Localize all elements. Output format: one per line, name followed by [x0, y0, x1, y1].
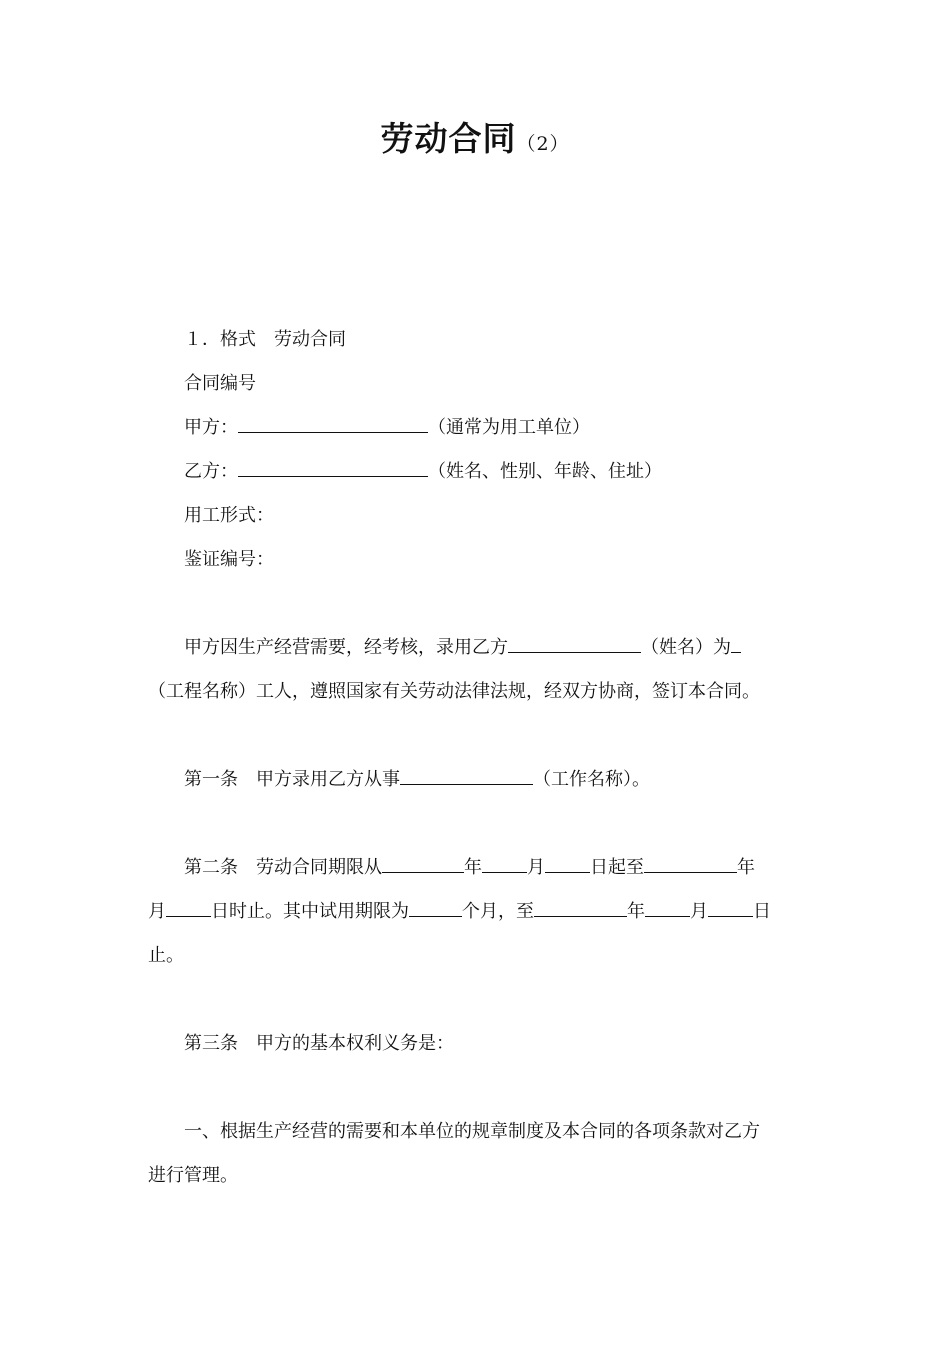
project-blank[interactable] [731, 635, 741, 653]
employment-form-label: 用工形式： [184, 505, 274, 526]
article-3-heading: 第三条 甲方的基本权利义务是： [184, 1033, 454, 1054]
article-2-month-label: 月 [527, 857, 545, 878]
preamble-text-1: 甲方因生产经营需要，经考核，录用乙方 [184, 637, 508, 658]
party-b-note: （姓名、性别、年龄、住址） [428, 461, 662, 482]
article-2-line-1 [148, 846, 844, 890]
article-1-text: 第一条 甲方录用乙方从事 [184, 769, 400, 790]
article-2-probation-year-label: 年 [627, 901, 645, 922]
preamble-text-2: （姓名）为 [641, 637, 731, 658]
end-year-blank[interactable] [644, 855, 737, 873]
party-b-line [148, 450, 844, 494]
party-a-label: 甲方： [184, 417, 238, 438]
contract-number-label: 合同编号 [184, 373, 256, 394]
start-day-blank[interactable] [545, 855, 590, 873]
verification-number-label: 鉴证编号： [184, 549, 274, 570]
preamble-line-2: （工程名称）工人，遵照国家有关劳动法律法规，经双方协商，签订本合同。 [148, 681, 760, 702]
probation-year-blank[interactable] [534, 899, 627, 917]
party-a-note: （通常为用工单位） [428, 417, 590, 438]
party-a-blank[interactable] [238, 415, 428, 433]
party-b-blank[interactable] [238, 459, 428, 477]
probation-month-blank[interactable] [645, 899, 690, 917]
start-year-blank[interactable] [382, 855, 464, 873]
preamble-line-1 [148, 626, 844, 670]
article-2-lead: 第二条 劳动合同期限从 [184, 857, 382, 878]
article-2-probation-month-label: 月 [690, 901, 708, 922]
clause-1-line-2: 进行管理。 [148, 1165, 238, 1186]
probation-day-blank[interactable] [708, 899, 753, 917]
clause-1-line-1: 一、根据生产经营的需要和本单位的规章制度及本合同的各项条款对乙方 [184, 1121, 760, 1142]
end-day-blank[interactable] [166, 899, 211, 917]
party-b-label: 乙方： [184, 461, 238, 482]
article-2-line-3: 止。 [148, 945, 184, 966]
article-1 [148, 758, 844, 802]
article-2-line-2 [148, 890, 808, 934]
title-main: 劳动合同 [380, 119, 517, 158]
title-suffix: （2） [516, 133, 570, 155]
job-title-blank[interactable] [400, 767, 533, 785]
article-2-probation-day-label: 日 [753, 901, 771, 922]
article-2-probation-text: 日时止。其中试用期限为 [211, 901, 409, 922]
format-line: １．格式 劳动合同 [184, 329, 346, 350]
page-title [0, 114, 950, 169]
article-1-note: （工作名称）。 [533, 769, 650, 790]
article-2-end-year-label: 年 [737, 857, 755, 878]
article-2-months-to: 个月，至 [462, 901, 534, 922]
probation-months-blank[interactable] [409, 899, 462, 917]
article-2-day-from-label: 日起至 [590, 857, 644, 878]
party-a-line [148, 406, 844, 450]
article-2-year-label: 年 [464, 857, 482, 878]
start-month-blank[interactable] [482, 855, 527, 873]
article-2-end-month-label: 月 [148, 901, 166, 922]
name-blank[interactable] [508, 635, 641, 653]
